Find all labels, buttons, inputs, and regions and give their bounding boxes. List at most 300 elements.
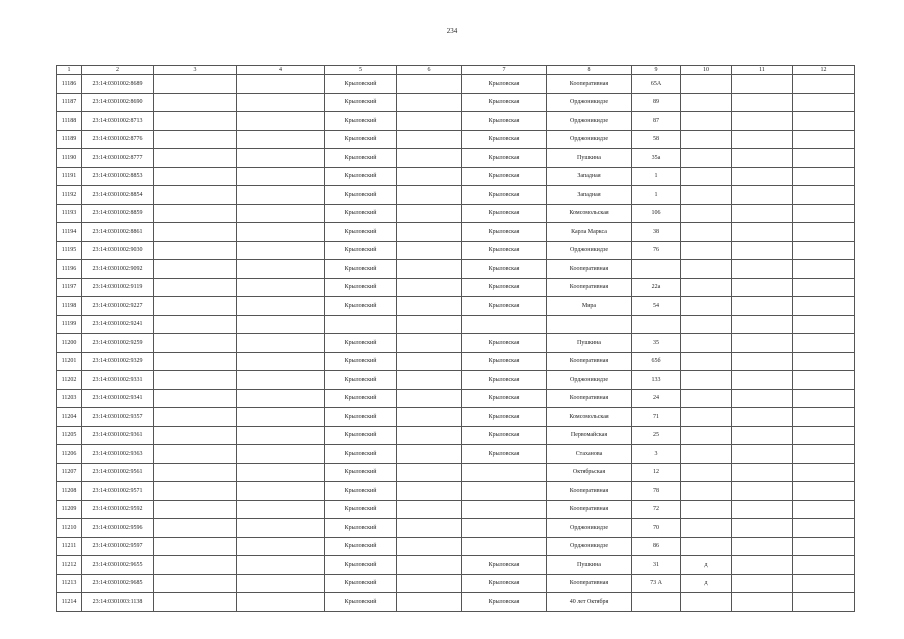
table-cell-col-3 [154, 130, 237, 149]
table-cell-col-3 [154, 204, 237, 223]
table-cell-col-10 [681, 75, 732, 94]
table-cell-col-2: 23:14:0301002:9685 [82, 574, 154, 593]
table-cell-col-11 [732, 75, 793, 94]
table-cell-col-12 [793, 315, 855, 334]
column-header-4: 4 [237, 66, 325, 75]
table-cell-col-6 [397, 482, 462, 501]
table-cell-col-12 [793, 278, 855, 297]
table-cell-col-12 [793, 112, 855, 131]
table-cell-col-5: Крыловский [325, 574, 397, 593]
table-cell-col-11 [732, 445, 793, 464]
table-cell-col-10 [681, 593, 732, 612]
table-row [57, 463, 855, 482]
table-cell-col-4 [237, 167, 325, 186]
table-cell-col-1: 11204 [57, 408, 82, 427]
table-cell-col-2: 23:14:0301002:9341 [82, 389, 154, 408]
table-cell-col-8: Пушкина [547, 334, 632, 353]
table-row [57, 204, 855, 223]
table-cell-col-1: 11200 [57, 334, 82, 353]
table-cell-col-5: Крыловский [325, 75, 397, 94]
table-cell-col-9: 72 [632, 500, 681, 519]
table-cell-col-8: Кооперативная [547, 389, 632, 408]
table-cell-col-6 [397, 260, 462, 279]
table-cell-col-11 [732, 389, 793, 408]
table-cell-col-12 [793, 75, 855, 94]
table-cell-col-2: 23:14:0301002:9259 [82, 334, 154, 353]
table-cell-col-4 [237, 204, 325, 223]
table-cell-col-1: 11189 [57, 130, 82, 149]
table-cell-col-2: 23:14:0301002:8777 [82, 149, 154, 168]
table-cell-col-3 [154, 426, 237, 445]
table-cell-col-6 [397, 334, 462, 353]
table-row [57, 278, 855, 297]
table-cell-col-7: Крыловская [462, 112, 547, 131]
table-cell-col-7: Крыловская [462, 149, 547, 168]
table-cell-col-10 [681, 130, 732, 149]
table-cell-col-7: Крыловская [462, 75, 547, 94]
table-cell-col-11 [732, 278, 793, 297]
table-cell-col-3 [154, 260, 237, 279]
table-cell-col-1: 11198 [57, 297, 82, 316]
table-cell-col-1: 11202 [57, 371, 82, 390]
table-cell-col-8: Октябрьская [547, 463, 632, 482]
table-cell-col-8: Кооперативная [547, 75, 632, 94]
table-cell-col-5: Крыловский [325, 167, 397, 186]
table-cell-col-3 [154, 352, 237, 371]
table-cell-col-5: Крыловский [325, 482, 397, 501]
table-cell-col-12 [793, 223, 855, 242]
table-cell-col-8: Западная [547, 167, 632, 186]
table-cell-col-11 [732, 371, 793, 390]
table-cell-col-4 [237, 574, 325, 593]
table-cell-col-8: Кооперативная [547, 260, 632, 279]
table-cell-col-11 [732, 167, 793, 186]
column-header-7: 7 [462, 66, 547, 75]
table-cell-col-3 [154, 389, 237, 408]
table-cell-col-6 [397, 445, 462, 464]
table-cell-col-10 [681, 426, 732, 445]
table-cell-col-2: 23:14:0301002:9596 [82, 519, 154, 538]
table-cell-col-1: 11207 [57, 463, 82, 482]
table-cell-col-4 [237, 75, 325, 94]
table-cell-col-7: Крыловская [462, 352, 547, 371]
table-cell-col-7: Крыловская [462, 389, 547, 408]
table-cell-col-12 [793, 445, 855, 464]
table-cell-col-12 [793, 149, 855, 168]
table-cell-col-5: Крыловский [325, 556, 397, 575]
table-cell-col-1: 11206 [57, 445, 82, 464]
table-cell-col-3 [154, 519, 237, 538]
table-row [57, 334, 855, 353]
table-cell-col-9: 71 [632, 408, 681, 427]
table-cell-col-7: Крыловская [462, 204, 547, 223]
table-cell-col-4 [237, 130, 325, 149]
table-cell-col-1: 11210 [57, 519, 82, 538]
table-cell-col-11 [732, 223, 793, 242]
table-cell-col-6 [397, 500, 462, 519]
table-cell-col-9: 24 [632, 389, 681, 408]
table-cell-col-6 [397, 371, 462, 390]
table-row [57, 297, 855, 316]
table-row [57, 315, 855, 334]
table-cell-col-5: Крыловский [325, 112, 397, 131]
table-cell-col-11 [732, 537, 793, 556]
table-cell-col-1: 11196 [57, 260, 82, 279]
table-cell-col-7: Крыловская [462, 93, 547, 112]
table-cell-col-11 [732, 241, 793, 260]
table-cell-col-8: Кооперативная [547, 278, 632, 297]
table-cell-col-4 [237, 537, 325, 556]
table-cell-col-12 [793, 556, 855, 575]
table-cell-col-9: 38 [632, 223, 681, 242]
table-cell-col-12 [793, 519, 855, 538]
table-row [57, 500, 855, 519]
table-cell-col-9: 25 [632, 426, 681, 445]
table-cell-col-3 [154, 574, 237, 593]
table-row [57, 556, 855, 575]
table-cell-col-9: 70 [632, 519, 681, 538]
table-cell-col-11 [732, 260, 793, 279]
table-cell-col-2: 23:14:0301002:9241 [82, 315, 154, 334]
column-header-6: 6 [397, 66, 462, 75]
table-cell-col-4 [237, 93, 325, 112]
table-cell-col-11 [732, 204, 793, 223]
table-cell-col-7: Крыловская [462, 186, 547, 205]
table-cell-col-7: Крыловская [462, 297, 547, 316]
table-row [57, 260, 855, 279]
table-cell-col-3 [154, 241, 237, 260]
table-cell-col-7: Крыловская [462, 334, 547, 353]
page-number: 234 [446, 27, 458, 35]
table-cell-col-4 [237, 186, 325, 205]
table-cell-col-10 [681, 297, 732, 316]
table-header [57, 66, 855, 75]
table-cell-col-6 [397, 223, 462, 242]
table-cell-col-6 [397, 389, 462, 408]
table-cell-col-12 [793, 500, 855, 519]
table-cell-col-2: 23:14:0301002:9361 [82, 426, 154, 445]
table-cell-col-8: Кооперативная [547, 482, 632, 501]
table-cell-col-10 [681, 260, 732, 279]
table-cell-col-4 [237, 278, 325, 297]
table-cell-col-11 [732, 556, 793, 575]
table-cell-col-11 [732, 149, 793, 168]
table-cell-col-3 [154, 463, 237, 482]
table-cell-col-7: Крыловская [462, 223, 547, 242]
table-cell-col-6 [397, 352, 462, 371]
table-cell-col-12 [793, 130, 855, 149]
table-cell-col-6 [397, 574, 462, 593]
table-cell-col-3 [154, 408, 237, 427]
table-cell-col-10 [681, 445, 732, 464]
table-cell-col-4 [237, 371, 325, 390]
table-cell-col-1: 11192 [57, 186, 82, 205]
table-cell-col-10 [681, 500, 732, 519]
table-row [57, 223, 855, 242]
table-cell-col-2: 23:14:0301002:8689 [82, 75, 154, 94]
table-cell-col-12 [793, 389, 855, 408]
table-cell-col-8: Первомайская [547, 426, 632, 445]
table-cell-col-10 [681, 537, 732, 556]
table-cell-col-10 [681, 482, 732, 501]
table-cell-col-12 [793, 93, 855, 112]
table-cell-col-8: Орджоникидзе [547, 241, 632, 260]
column-header-11: 11 [732, 66, 793, 75]
table-cell-col-9: 65б [632, 352, 681, 371]
table-cell-col-12 [793, 463, 855, 482]
table-cell-col-12 [793, 352, 855, 371]
table-cell-col-6 [397, 130, 462, 149]
table-cell-col-9: 1 [632, 167, 681, 186]
table-cell-col-3 [154, 297, 237, 316]
table-cell-col-2: 23:14:0301002:9092 [82, 260, 154, 279]
table-cell-col-6 [397, 204, 462, 223]
table-cell-col-12 [793, 371, 855, 390]
table-cell-col-12 [793, 241, 855, 260]
table-cell-col-6 [397, 297, 462, 316]
table-cell-col-8: 40 лет Октября [547, 593, 632, 612]
table-cell-col-11 [732, 93, 793, 112]
table-cell-col-4 [237, 426, 325, 445]
table-cell-col-3 [154, 334, 237, 353]
table-cell-col-6 [397, 186, 462, 205]
table-cell-col-4 [237, 482, 325, 501]
table-row [57, 389, 855, 408]
table-row [57, 593, 855, 612]
table-cell-col-11 [732, 186, 793, 205]
table-cell-col-8: Мира [547, 297, 632, 316]
table-cell-col-9: 1 [632, 186, 681, 205]
table-cell-col-7 [462, 537, 547, 556]
table-cell-col-8: Кооперативная [547, 352, 632, 371]
table-cell-col-5: Крыловский [325, 426, 397, 445]
table-cell-col-6 [397, 112, 462, 131]
table-cell-col-8: Орджоникидзе [547, 537, 632, 556]
column-header-2: 2 [82, 66, 154, 75]
table-cell-col-3 [154, 500, 237, 519]
table-cell-col-6 [397, 593, 462, 612]
table-cell-col-6 [397, 426, 462, 445]
table-cell-col-5: Крыловский [325, 352, 397, 371]
table-cell-col-3 [154, 445, 237, 464]
table-row [57, 93, 855, 112]
table-row [57, 130, 855, 149]
table-cell-col-6 [397, 408, 462, 427]
table-cell-col-9: 35 [632, 334, 681, 353]
table-cell-col-2: 23:14:0301002:8690 [82, 93, 154, 112]
table-cell-col-5: Крыловский [325, 593, 397, 612]
table-cell-col-9: 133 [632, 371, 681, 390]
table-cell-col-1: 11193 [57, 204, 82, 223]
table-row [57, 186, 855, 205]
table-cell-col-5: Крыловский [325, 93, 397, 112]
table-cell-col-3 [154, 315, 237, 334]
table-cell-col-8: Комсомольская [547, 204, 632, 223]
table-cell-col-3 [154, 186, 237, 205]
table-row [57, 519, 855, 538]
column-header-3: 3 [154, 66, 237, 75]
table-cell-col-10 [681, 463, 732, 482]
table-cell-col-3 [154, 371, 237, 390]
table-row [57, 112, 855, 131]
table-cell-col-1: 11211 [57, 537, 82, 556]
table-cell-col-9: 35а [632, 149, 681, 168]
table-cell-col-10 [681, 186, 732, 205]
table-cell-col-4 [237, 519, 325, 538]
table-cell-col-10 [681, 241, 732, 260]
table-cell-col-1: 11212 [57, 556, 82, 575]
table-cell-col-3 [154, 556, 237, 575]
table-cell-col-2: 23:14:0301002:8776 [82, 130, 154, 149]
table-cell-col-4 [237, 149, 325, 168]
table-cell-col-1: 11209 [57, 500, 82, 519]
table-cell-col-11 [732, 297, 793, 316]
table-cell-col-11 [732, 315, 793, 334]
table-cell-col-7: Крыловская [462, 371, 547, 390]
table-cell-col-10 [681, 389, 732, 408]
table-cell-col-7 [462, 500, 547, 519]
table-cell-col-11 [732, 130, 793, 149]
table-cell-col-7: Крыловская [462, 130, 547, 149]
table-row [57, 149, 855, 168]
table-cell-col-8: Карла Маркса [547, 223, 632, 242]
table-cell-col-9: 76 [632, 241, 681, 260]
table-cell-col-9: 78 [632, 482, 681, 501]
table-cell-col-5: Крыловский [325, 500, 397, 519]
table-cell-col-3 [154, 167, 237, 186]
table-cell-col-1: 11197 [57, 278, 82, 297]
table-cell-col-2: 23:14:0301002:9571 [82, 482, 154, 501]
table-cell-col-8: Пушкина [547, 556, 632, 575]
table-cell-col-6 [397, 149, 462, 168]
table-cell-col-11 [732, 482, 793, 501]
table-cell-col-6 [397, 93, 462, 112]
table-cell-col-5: Крыловский [325, 371, 397, 390]
table-cell-col-1: 11199 [57, 315, 82, 334]
table-cell-col-6 [397, 463, 462, 482]
table-cell-col-1: 11201 [57, 352, 82, 371]
table-cell-col-2: 23:14:0301002:9597 [82, 537, 154, 556]
table-cell-col-2: 23:14:0301002:9357 [82, 408, 154, 427]
table-cell-col-10 [681, 223, 732, 242]
table-cell-col-4 [237, 334, 325, 353]
table-cell-col-9: 31 [632, 556, 681, 575]
table-row [57, 445, 855, 464]
table-cell-col-10 [681, 315, 732, 334]
table-cell-col-6 [397, 537, 462, 556]
table-row [57, 574, 855, 593]
table-cell-col-3 [154, 593, 237, 612]
table-cell-col-3 [154, 537, 237, 556]
table-cell-col-5: Крыловский [325, 408, 397, 427]
table-cell-col-4 [237, 241, 325, 260]
table-cell-col-12 [793, 167, 855, 186]
table-cell-col-6 [397, 278, 462, 297]
table-cell-col-10 [681, 334, 732, 353]
table-cell-col-11 [732, 574, 793, 593]
table-cell-col-8: Орджоникидзе [547, 130, 632, 149]
table-cell-col-7: Крыловская [462, 593, 547, 612]
table-cell-col-11 [732, 352, 793, 371]
table-cell-col-3 [154, 93, 237, 112]
table-cell-col-3 [154, 75, 237, 94]
table-cell-col-2: 23:14:0301002:8853 [82, 167, 154, 186]
table-cell-col-5: Крыловский [325, 278, 397, 297]
table-cell-col-9: 58 [632, 130, 681, 149]
table-cell-col-8: Орджоникидзе [547, 519, 632, 538]
table-cell-col-1: 11187 [57, 93, 82, 112]
table-cell-col-7 [462, 463, 547, 482]
table-row [57, 241, 855, 260]
table-cell-col-7 [462, 315, 547, 334]
table-row [57, 537, 855, 556]
table-cell-col-8: Стаханова [547, 445, 632, 464]
table-cell-col-1: 11186 [57, 75, 82, 94]
table-cell-col-1: 11188 [57, 112, 82, 131]
table-cell-col-6 [397, 519, 462, 538]
table-cell-col-8: Орджоникидзе [547, 112, 632, 131]
table-cell-col-5 [325, 315, 397, 334]
table-cell-col-2: 23:14:0301002:9119 [82, 278, 154, 297]
table-cell-col-7: Крыловская [462, 556, 547, 575]
table-cell-col-8: Пушкина [547, 149, 632, 168]
table-cell-col-2: 23:14:0301002:9331 [82, 371, 154, 390]
table-cell-col-2: 23:14:0301002:8854 [82, 186, 154, 205]
table-body [57, 75, 855, 612]
table-cell-col-5: Крыловский [325, 130, 397, 149]
table-cell-col-11 [732, 112, 793, 131]
table-cell-col-10 [681, 519, 732, 538]
table-cell-col-2: 23:14:0301002:9592 [82, 500, 154, 519]
table-cell-col-2: 23:14:0301002:9363 [82, 445, 154, 464]
table-cell-col-4 [237, 389, 325, 408]
table-cell-col-4 [237, 260, 325, 279]
table-cell-col-7: Крыловская [462, 241, 547, 260]
table-cell-col-9 [632, 315, 681, 334]
table-cell-col-4 [237, 593, 325, 612]
table-cell-col-4 [237, 463, 325, 482]
table-cell-col-8: Кооперативная [547, 574, 632, 593]
table-cell-col-1: 11190 [57, 149, 82, 168]
table-cell-col-6 [397, 315, 462, 334]
table-cell-col-6 [397, 241, 462, 260]
table-cell-col-7: Крыловская [462, 408, 547, 427]
table-cell-col-12 [793, 260, 855, 279]
table-cell-col-2: 23:14:0301002:8859 [82, 204, 154, 223]
table-cell-col-5: Крыловский [325, 334, 397, 353]
table-cell-col-6 [397, 167, 462, 186]
table-cell-col-12 [793, 297, 855, 316]
table-cell-col-10 [681, 93, 732, 112]
table-cell-col-5: Крыловский [325, 186, 397, 205]
table-cell-col-9: 22а [632, 278, 681, 297]
table-cell-col-1: 11195 [57, 241, 82, 260]
table-cell-col-10 [681, 408, 732, 427]
table-cell-col-2: 23:14:0301002:9655 [82, 556, 154, 575]
table-cell-col-2: 23:14:0301003:1138 [82, 593, 154, 612]
table-cell-col-8: Комсомольская [547, 408, 632, 427]
table-cell-col-4 [237, 297, 325, 316]
table-cell-col-7 [462, 482, 547, 501]
column-header-12: 12 [793, 66, 855, 75]
table-cell-col-11 [732, 519, 793, 538]
table-cell-col-2: 23:14:0301002:9030 [82, 241, 154, 260]
table-cell-col-6 [397, 556, 462, 575]
table-cell-col-8: Орджоникидзе [547, 371, 632, 390]
table-cell-col-10 [681, 149, 732, 168]
table-cell-col-12 [793, 593, 855, 612]
table-cell-col-9: 87 [632, 112, 681, 131]
